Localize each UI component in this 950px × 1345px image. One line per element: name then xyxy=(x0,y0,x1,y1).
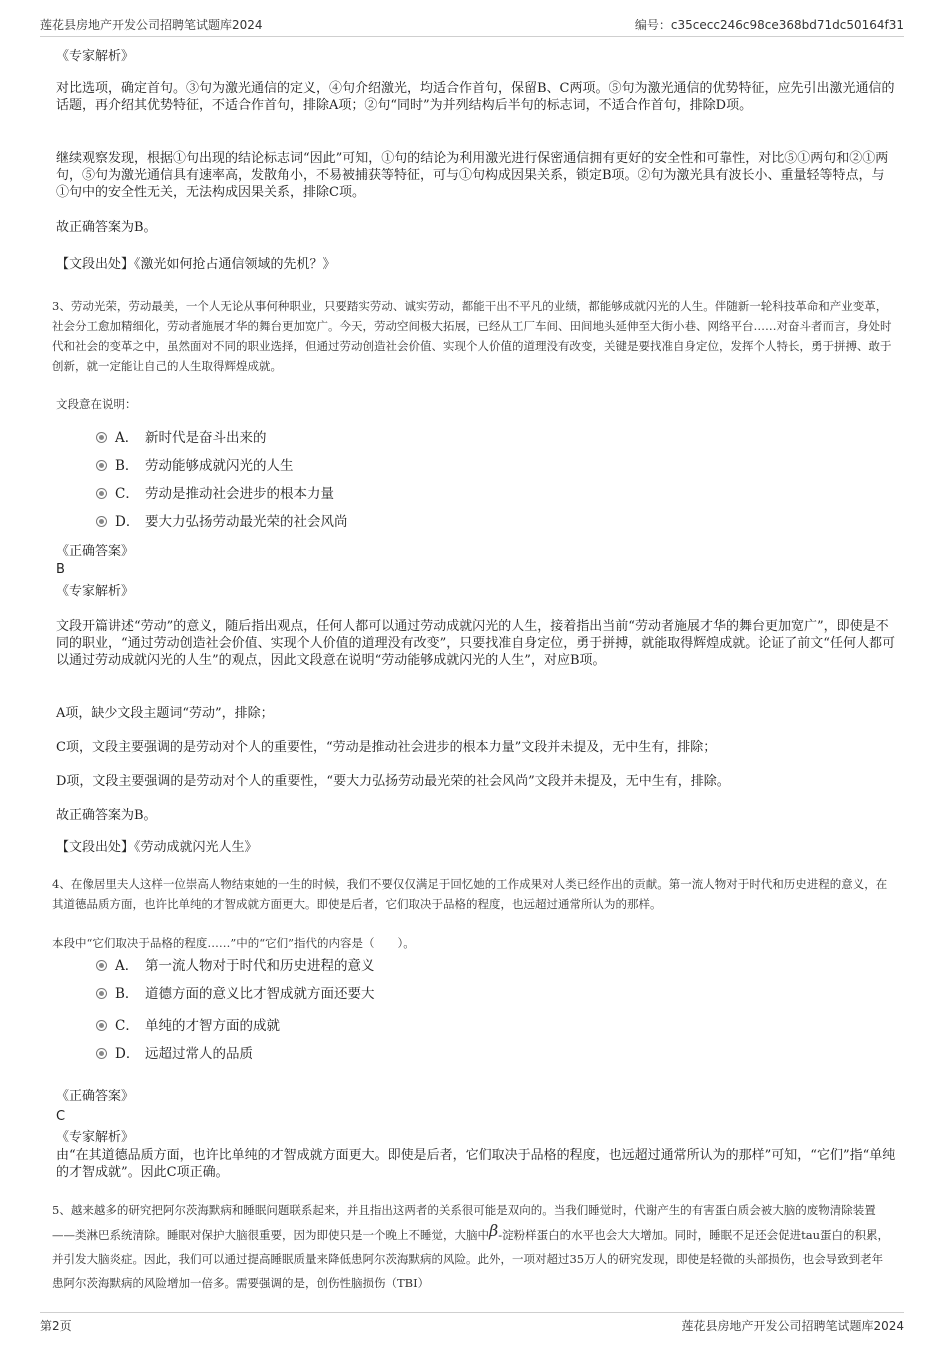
answer-conclusion: 故正确答案为B。 xyxy=(56,808,157,823)
option-c[interactable] xyxy=(96,484,334,504)
analysis-paragraph: D项，文段主要强调的是劳动对个人的重要性，“要大力弘扬劳动最光荣的社会风尚”文段并未提及，无中生有，排除。 xyxy=(56,774,730,789)
option-text: 远超过常人的品质 xyxy=(145,1046,253,1062)
correct-answer-label: 《正确答案》 xyxy=(56,544,135,559)
question-stem: 4、在像居里夫人这样一位崇高人物结束她的一生的时候，我们不要仅仅满足于回忆她的工作成果对人类已经作出的贡献。第一流人物对于时代和历史进程的意义，在其道德品质方面，也许比单纯的才智成就方面更大。即使是后者，它们取决于品格的程度，也远超过通常所认为的那样。 xyxy=(52,877,888,911)
question-prompt: 文段意在说明： xyxy=(56,397,137,411)
radio-button[interactable] xyxy=(96,988,107,999)
document-id: 编号：c35cecc246c98ce368bd71dc50164f31 xyxy=(634,18,904,32)
page-header xyxy=(40,14,904,37)
expert-analysis-label: 《专家解析》 xyxy=(56,49,135,64)
option-letter: B． xyxy=(115,458,139,474)
option-letter: A． xyxy=(115,430,139,446)
analysis-paragraph: 继续观察发现，根据①句出现的结论标志词“因此”可知，①句的结论为利用激光进行保密通信拥有更好的安全性和可靠性，对比⑤①两句和②①两句，⑤句为激光通信具有速率高，发散角小，不易被捕获等特征，可与①句构成因果关系，锁定B项。②句为激光具有波长小、重量轻等特点，与①句中的安全性无关，无法构成因果关系，排除C项。 xyxy=(56,151,889,200)
analysis-paragraph: C项，文段主要强调的是劳动对个人的重要性，“劳动是推动社会进步的根本力量”文段并未提及，无中生有，排除； xyxy=(56,740,717,755)
analysis-paragraph: 文段开篇讲述“劳动”的意义，随后指出观点，任何人都可以通过劳动成就闪光的人生，接着指出当前“劳动者施展才华的舞台更加宽广”，即使是不同的职业，“通过劳动创造社会价值、实现个人价值的道理没有改变”，只要找准自身定位，勇于拼搏，就能取得辉煌成就。论证了前文“任何人都可以通过劳动成就闪光的人生”的观点，因此文段意在说明“劳动能够成就闪光的人生”，对应B项。 xyxy=(56,619,895,668)
question-stem xyxy=(52,1198,892,1295)
question-prompt: 本段中“它们取决于品格的程度……”中的“它们”指代的内容是（ ）。 xyxy=(52,936,415,950)
radio-button[interactable] xyxy=(96,1020,107,1031)
option-letter: C． xyxy=(115,486,139,502)
radio-button[interactable] xyxy=(96,460,107,471)
option-d[interactable] xyxy=(96,512,348,532)
option-letter: D． xyxy=(115,514,140,530)
option-text: 劳动能够成就闪光的人生 xyxy=(145,458,294,474)
page-number: 第2页 xyxy=(40,1319,72,1333)
footer-title: 莲花县房地产开发公司招聘笔试题库2024 xyxy=(681,1319,904,1333)
analysis-paragraph: 由“在其道德品质方面，也许比单纯的才智成就方面更大。即使是后者，它们取决于品格的程度，也远超过通常所认为的那样”可知，“它们”指“单纯的才智成就”。因此C项正确。 xyxy=(56,1148,896,1180)
option-text: 单纯的才智方面的成就 xyxy=(145,1018,280,1034)
radio-button[interactable] xyxy=(96,488,107,499)
stem-text: 5、越来越多的研究把阿尔茨海默病和睡眠问题联系起来，并且指出这两者的关系很可能是双向的。当我们睡觉时，代谢产生的有害蛋白质会被大脑的废物清除装置——类淋巴系统清除。睡眠对保护大脑很重要，因为即使只是一个晚上不睡觉，大脑中 xyxy=(52,1203,876,1242)
analysis-paragraph: 对比选项，确定首句。③句为激光通信的定义，④句介绍激光，均适合作首句，保留B、C两项。⑤句为激光通信的优势特征，应先引出激光通信的话题，再介绍其优势特征，不适合作首句，排除A项；②句“同时”为并列结构后半句的标志词，不适合作首句，排除D项。 xyxy=(56,81,895,113)
option-letter: C． xyxy=(115,1018,139,1034)
radio-button[interactable] xyxy=(96,516,107,527)
option-text: 第一流人物对于时代和历史进程的意义 xyxy=(145,958,375,974)
expert-analysis-label: 《专家解析》 xyxy=(56,584,135,599)
correct-answer: B xyxy=(56,562,65,577)
answer-conclusion: 故正确答案为B。 xyxy=(56,220,157,235)
option-d[interactable] xyxy=(96,1044,253,1064)
radio-button[interactable] xyxy=(96,1048,107,1059)
option-b[interactable] xyxy=(96,984,375,1004)
option-letter: D． xyxy=(115,1046,140,1062)
option-text: 劳动是推动社会进步的根本力量 xyxy=(145,486,334,502)
option-letter: B． xyxy=(115,986,139,1002)
analysis-paragraph: A项，缺少文段主题词“劳动”，排除； xyxy=(56,706,274,721)
correct-answer: C xyxy=(56,1109,66,1124)
source-citation: 【文段出处】《激光如何抢占通信领域的先机？》 xyxy=(56,257,336,272)
radio-button[interactable] xyxy=(96,432,107,443)
option-text: 要大力弘扬劳动最光荣的社会风尚 xyxy=(145,514,348,530)
option-letter: A． xyxy=(115,958,139,974)
stem-text: -淀粉样蛋白的水平也会大大增加。同时，睡眠不足还会促进tau蛋白的积累，并引发大脑炎症。因此，我们可以通过提高睡眠质量来降低患阿尔茨海默病的风险。此外，一项对超过35万人的研究发现，即使是轻微的头部损伤，也会导致到老年患阿尔茨海默病的风险增加一倍多。需要强调的是，创伤性脑损伤（TBI） xyxy=(52,1228,890,1290)
correct-answer-label: 《正确答案》 xyxy=(56,1089,135,1104)
option-a[interactable] xyxy=(96,956,375,976)
question-stem: 3、劳动光荣，劳动最美，一个人无论从事何种职业，只要踏实劳动、诚实劳动，都能干出不平凡的业绩，都能够成就闪光的人生。伴随新一轮科技革命和产业变革，社会分工愈加精细化，劳动者施展才华的舞台更加宽广。今天，劳动空间极大拓展，已经从工厂车间、田间地头延伸至大街小巷、网络平台……对奋斗者而言，身处时代和社会的变革之中，虽然面对不同的职业选择，但通过劳动创造社会价值、实现个人价值的道理没有改变，关键是要找准自身定位，发挥个人特长，勇于拼搏、敢于创新，就一定能让自己的人生取得辉煌成就。 xyxy=(52,299,892,373)
option-b[interactable] xyxy=(96,456,294,476)
option-text: 道德方面的意义比才智成就方面还要大 xyxy=(145,986,375,1002)
expert-analysis-label: 《专家解析》 xyxy=(56,1130,135,1145)
option-a[interactable] xyxy=(96,428,267,448)
option-c[interactable] xyxy=(96,1016,280,1036)
beta-symbol: β xyxy=(489,1221,499,1240)
source-citation: 【文段出处】《劳动成就闪光人生》 xyxy=(56,840,258,855)
option-text: 新时代是奋斗出来的 xyxy=(145,430,267,446)
page-footer xyxy=(40,1312,904,1335)
radio-button[interactable] xyxy=(96,960,107,971)
header-title: 莲花县房地产开发公司招聘笔试题库2024 xyxy=(40,18,263,32)
